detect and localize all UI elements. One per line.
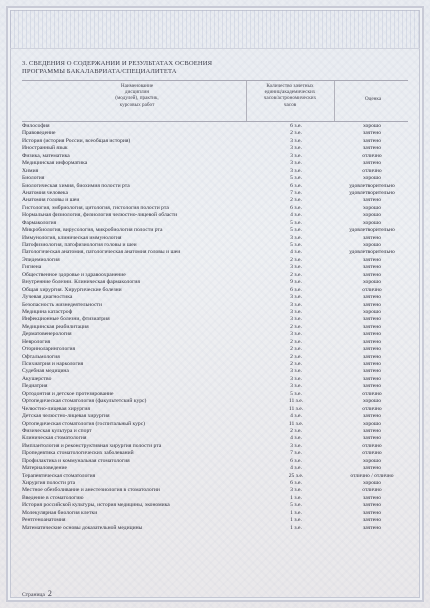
- header-line: курсовых работ: [119, 101, 155, 108]
- credit-units: 5 з.е.: [290, 242, 302, 248]
- discipline-name: Анатомия головы и шеи: [22, 197, 80, 204]
- credit-units: 4 з.е.: [290, 249, 302, 256]
- grade-value: зачтено: [363, 338, 381, 345]
- table-row: [22, 264, 408, 271]
- discipline-name: Анатомия человека: [22, 189, 69, 196]
- table-row: [22, 153, 408, 160]
- grade-value: зачтено: [363, 435, 381, 442]
- discipline-name: Физика, математика: [22, 152, 70, 159]
- header-line: часов/астрономических: [263, 95, 317, 102]
- discipline-name: Лучевая диагностика: [22, 294, 73, 301]
- table-row: [22, 368, 408, 375]
- grade-value: хорошо: [362, 212, 382, 219]
- discipline-name: Математические основы доказательной медицины: [22, 524, 143, 531]
- grade-value: зачтено: [363, 137, 381, 144]
- discipline-name: Психиатрия и наркология: [22, 361, 84, 367]
- table-row: [22, 138, 408, 145]
- header-line: Наименование: [120, 83, 154, 89]
- credit-units: 3 з.е.: [290, 294, 302, 301]
- grade-value: зачтено: [363, 353, 381, 360]
- credit-units: 2 з.е.: [290, 361, 302, 367]
- header-line: часов: [283, 101, 297, 108]
- table-row: [22, 168, 408, 175]
- header-line: Количество зачетных: [266, 83, 314, 89]
- discipline-name: Патофизиология, патофизиология головы и шеи: [22, 242, 137, 248]
- credit-units: 3 з.е.: [290, 375, 302, 382]
- table-row: [22, 510, 408, 517]
- table-row: [22, 123, 408, 130]
- credit-units: 6 з.е.: [290, 123, 302, 129]
- header-line: (модулей), практик,: [115, 95, 159, 102]
- discipline-name: Медицина катастроф: [22, 308, 73, 315]
- table-row: [22, 339, 408, 346]
- grade-value: хорошо: [362, 175, 382, 182]
- grade-value: хорошо: [362, 420, 382, 427]
- table-row: [22, 450, 408, 457]
- discipline-name: Безопасность жизнедеятельности: [22, 301, 102, 308]
- table-row: [22, 212, 408, 219]
- credit-units: 9 з.е.: [290, 279, 302, 286]
- table-row: [22, 197, 408, 204]
- credit-units: 1 з.е.: [290, 517, 302, 524]
- grade-value: зачтено: [363, 375, 381, 382]
- table-row: [22, 235, 408, 242]
- credit-units: 6 з.е.: [290, 204, 302, 211]
- column-header-credits: [252, 83, 328, 108]
- discipline-name: Оториноларингология: [22, 346, 76, 353]
- section-heading-line: 3. СВЕДЕНИЯ О СОДЕРЖАНИИ И РЕЗУЛЬТАТАХ ОСВОЕНИЯ: [22, 60, 213, 67]
- discipline-name: Инфекционные болезни, фтизиатрия: [22, 316, 110, 323]
- table-row: [22, 160, 408, 167]
- credit-units: 3 з.е.: [290, 316, 302, 323]
- table-row: [22, 428, 408, 435]
- table-row: [22, 502, 408, 509]
- table-row: [22, 398, 408, 405]
- credit-units: 2 з.е.: [290, 338, 302, 345]
- grade-value: зачтено: [363, 383, 381, 390]
- credit-units: 4 з.е.: [290, 413, 302, 420]
- credit-units: 3 з.е.: [290, 442, 302, 449]
- credit-units: 6 з.е.: [290, 182, 302, 189]
- discipline-name: Рентгеноанатомия: [22, 517, 66, 524]
- discipline-name: Челюстно-лицевая хирургия: [22, 405, 90, 412]
- discipline-name: Профилактика и коммунальная стоматология: [22, 457, 130, 464]
- grade-value: зачтено: [363, 465, 381, 472]
- grade-value: хорошо: [362, 279, 382, 286]
- discipline-name: Местное обезболивание и анестезиология в стоматологии: [22, 487, 160, 494]
- table-row: [22, 257, 408, 264]
- table-row: [22, 324, 408, 331]
- discipline-name: Неврология: [22, 338, 51, 345]
- grade-value: зачтено: [363, 413, 381, 420]
- table-row: [22, 302, 408, 309]
- table-row: [22, 435, 408, 442]
- credit-units: 3 з.е.: [290, 234, 302, 241]
- discipline-name: Введение в стоматологию: [22, 494, 84, 501]
- table-row: [22, 316, 408, 323]
- credit-units: 1 з.е.: [290, 524, 302, 531]
- grade-value: отлично: [362, 450, 382, 457]
- table-row: [22, 391, 408, 398]
- credit-units: 3 з.е.: [290, 368, 302, 375]
- header-line: единиц/академических: [264, 89, 316, 96]
- discipline-name: Терапевтическая стоматология: [22, 472, 96, 479]
- table-row: [22, 183, 408, 190]
- discipline-name: Медицинская информатика: [22, 160, 88, 167]
- credit-units: 4 з.е.: [290, 435, 302, 442]
- credit-units: 3 з.е.: [290, 152, 302, 159]
- grade-value: отлично: [362, 390, 382, 397]
- credit-units: 1 з.е.: [290, 509, 302, 516]
- credit-units: 3 з.е.: [290, 301, 302, 308]
- discipline-name: Медицинская реабилитация: [22, 323, 89, 330]
- discipline-name: Биологическая химия, биохимия полости рта: [22, 182, 130, 189]
- discipline-name: Клиническая стоматология: [22, 435, 87, 442]
- grade-value: удовлетворительно: [349, 189, 395, 196]
- grade-value: зачтено: [363, 145, 381, 152]
- page-label: Страница: [22, 592, 45, 598]
- credit-units: 2 з.е.: [290, 323, 302, 330]
- discipline-name: Иностранный язык: [22, 145, 68, 152]
- grade-value: хорошо: [362, 242, 382, 248]
- grade-value: отлично: [362, 152, 382, 159]
- grade-value: зачтено: [363, 331, 381, 338]
- table-row: [22, 145, 408, 152]
- column-header-grade: Оценка: [364, 96, 382, 102]
- grade-value: отлично: [362, 167, 382, 174]
- grade-value: зачтено: [363, 234, 381, 241]
- table-row: [22, 465, 408, 472]
- credit-units: 2 з.е.: [290, 353, 302, 360]
- grade-value: хорошо: [362, 308, 382, 315]
- discipline-name: Акушерство: [22, 375, 52, 382]
- credit-units: 2 з.е.: [290, 130, 302, 137]
- discipline-name: Патологическая анатомия, патологическая анатомия головы и шеи: [22, 249, 181, 256]
- grade-value: зачтено: [363, 316, 381, 323]
- grade-value: зачтено: [363, 517, 381, 524]
- table-row: [22, 242, 408, 249]
- credit-units: 11 з.е.: [288, 420, 304, 427]
- grade-value: зачтено: [363, 509, 381, 516]
- grade-value: зачтено: [363, 368, 381, 375]
- credit-units: 3 з.е.: [290, 383, 302, 390]
- decorative-top-band: [10, 10, 420, 49]
- column-header-discipline: [62, 83, 212, 108]
- table-row: [22, 458, 408, 465]
- column-divider: [334, 81, 335, 121]
- page-number: 2: [47, 589, 52, 598]
- credit-units: 11 з.е.: [288, 405, 304, 412]
- discipline-name: Правоведение: [22, 130, 56, 137]
- credit-units: 1 з.е.: [290, 494, 302, 501]
- table-row: [22, 205, 408, 212]
- discipline-name: Имплантология и реконструктивная хирургия полости рта: [22, 442, 162, 449]
- grade-value: зачтено: [363, 271, 381, 278]
- table-row: [22, 190, 408, 197]
- table-row: [22, 495, 408, 502]
- discipline-table-body: [22, 123, 408, 532]
- table-row: [22, 249, 408, 256]
- grade-value: отлично: [362, 286, 382, 293]
- discipline-name: Офтальмология: [22, 353, 60, 360]
- credit-units: 3 з.е.: [290, 160, 302, 167]
- grade-value: отлично: [362, 442, 382, 449]
- discipline-name: Хирургия полости рта: [22, 480, 76, 486]
- table-row: [22, 383, 408, 390]
- grade-value: зачтено: [363, 524, 381, 531]
- credit-units: 5 з.е.: [290, 390, 302, 397]
- discipline-name: Философия: [22, 123, 50, 129]
- grade-value: удовлетворительно: [349, 227, 395, 234]
- credit-units: 3 з.е.: [290, 145, 302, 152]
- grade-value: зачтено: [363, 361, 381, 367]
- grade-value: отлично / отлично: [350, 472, 394, 479]
- discipline-name: Микробиология, вирусология, микробиология полости рта: [22, 227, 163, 234]
- credit-units: 5 з.е.: [290, 227, 302, 234]
- credit-units: 3 з.е.: [290, 167, 302, 174]
- credit-units: 7 з.е.: [290, 189, 302, 196]
- table-row: [22, 525, 408, 532]
- discipline-name: Внутренние болезни. Клиническая фармакология: [22, 279, 140, 286]
- grade-value: зачтено: [363, 294, 381, 301]
- discipline-name: Гигиена: [22, 264, 42, 271]
- credit-units: 4 з.е.: [290, 212, 302, 219]
- table-row: [22, 487, 408, 494]
- discipline-name: Материаловедение: [22, 465, 67, 472]
- grade-value: хорошо: [362, 398, 382, 405]
- discipline-name: Физическая культура и спорт: [22, 427, 92, 434]
- table-row: [22, 406, 408, 413]
- credit-units: 4 з.е.: [290, 465, 302, 472]
- grade-value: хорошо: [362, 123, 382, 129]
- section-heading: [22, 60, 262, 76]
- grade-value: зачтено: [363, 301, 381, 308]
- table-row: [22, 130, 408, 137]
- table-row: [22, 220, 408, 227]
- credit-units: 7 з.е.: [290, 450, 302, 457]
- discipline-name: Иммунология, клиническая иммунология: [22, 234, 122, 241]
- grade-value: хорошо: [362, 457, 382, 464]
- discipline-name: Гистология, эмбриология, цитология, гистология полости рта: [22, 204, 169, 211]
- grade-value: зачтено: [363, 130, 381, 137]
- table-row: [22, 331, 408, 338]
- credit-units: 2 з.е.: [290, 427, 302, 434]
- grade-value: зачтено: [363, 264, 381, 271]
- table-row: [22, 294, 408, 301]
- grade-value: отлично: [362, 487, 382, 494]
- discipline-name: Детская челюстно-лицевая хирургия: [22, 413, 110, 420]
- table-row: [22, 346, 408, 353]
- grade-value: хорошо: [362, 480, 382, 486]
- table-row: [22, 287, 408, 294]
- discipline-name: Общая хирургия. Хирургические болезни: [22, 286, 122, 293]
- table-row: [22, 227, 408, 234]
- table-row: [22, 361, 408, 368]
- table-row: [22, 517, 408, 524]
- page-footer: [22, 589, 52, 598]
- grade-value: удовлетворительно: [349, 249, 395, 256]
- credit-units: 5 з.е.: [290, 502, 302, 509]
- table-row: [22, 473, 408, 480]
- credit-units: 3 з.е.: [290, 308, 302, 315]
- discipline-name: Общественное здоровье и здравоохранение: [22, 271, 126, 278]
- credit-units: 6 з.е.: [290, 457, 302, 464]
- table-row: [22, 413, 408, 420]
- table-row: [22, 421, 408, 428]
- grade-value: отлично: [362, 405, 382, 412]
- credit-units: 5 з.е.: [290, 219, 302, 226]
- table-row: [22, 175, 408, 182]
- grade-value: удовлетворительно: [349, 182, 395, 189]
- table-row: [22, 354, 408, 361]
- credit-units: 6 з.е.: [290, 480, 302, 486]
- table-row: [22, 443, 408, 450]
- credit-units: 2 з.е.: [290, 256, 302, 263]
- discipline-name: История (история России, всеобщая история): [22, 137, 131, 144]
- table-row: [22, 309, 408, 316]
- grade-value: зачтено: [363, 160, 381, 167]
- credit-units: 5 з.е.: [290, 175, 302, 182]
- credit-units: 3 з.е.: [290, 487, 302, 494]
- grade-value: зачтено: [363, 502, 381, 509]
- header-line: дисциплин: [124, 89, 150, 96]
- grade-value: зачтено: [363, 346, 381, 353]
- discipline-name: Нормальная физиология, физиология челюстно-лицевой области: [22, 212, 178, 219]
- credit-units: 2 з.е.: [290, 346, 302, 353]
- discipline-name: Ортопедическая стоматология (госпитальный курс): [22, 420, 146, 427]
- credit-units: 3 з.е.: [290, 331, 302, 338]
- column-divider: [246, 81, 247, 121]
- credit-units: 11 з.е.: [288, 398, 304, 405]
- credit-units: 25 з.е.: [288, 472, 304, 479]
- credit-units: 3 з.е.: [290, 137, 302, 144]
- grade-value: зачтено: [363, 427, 381, 434]
- discipline-name: Судебная медицина: [22, 368, 69, 375]
- grade-value: хорошо: [362, 219, 382, 226]
- section-heading-line: ПРОГРАММЫ БАКАЛАВРИАТА/СПЕЦИАЛИТЕТА: [22, 68, 177, 76]
- discipline-name: Дерматовенерология: [22, 331, 72, 338]
- credit-units: 2 з.е.: [290, 197, 302, 204]
- grade-value: зачтено: [363, 197, 381, 204]
- discipline-name: Молекулярная биология клетки: [22, 509, 98, 516]
- table-row: [22, 279, 408, 286]
- discipline-name: Эпидемиология: [22, 256, 60, 263]
- discipline-name: Ортодонтия и детское протезирование: [22, 390, 114, 397]
- table-row: [22, 480, 408, 487]
- credit-units: 6 з.е.: [290, 286, 302, 293]
- table-header: [22, 80, 408, 122]
- grade-value: хорошо: [362, 204, 382, 211]
- grade-value: зачтено: [363, 494, 381, 501]
- discipline-name: Биология: [22, 175, 45, 182]
- grade-value: зачтено: [363, 256, 381, 263]
- table-row: [22, 376, 408, 383]
- credit-units: 2 з.е.: [290, 271, 302, 278]
- discipline-name: Фармакология: [22, 219, 57, 226]
- table-row: [22, 272, 408, 279]
- discipline-name: История российской культуры, история медицины, экономика: [22, 502, 170, 509]
- discipline-name: Педиатрия: [22, 383, 48, 390]
- discipline-name: Химия: [22, 167, 39, 174]
- discipline-name: Пропедевтика стоматологических заболеваний: [22, 450, 134, 457]
- grade-value: зачтено: [363, 323, 381, 330]
- credit-units: 3 з.е.: [290, 264, 302, 271]
- discipline-name: Ортопедическая стоматология (факультетский курс): [22, 398, 147, 405]
